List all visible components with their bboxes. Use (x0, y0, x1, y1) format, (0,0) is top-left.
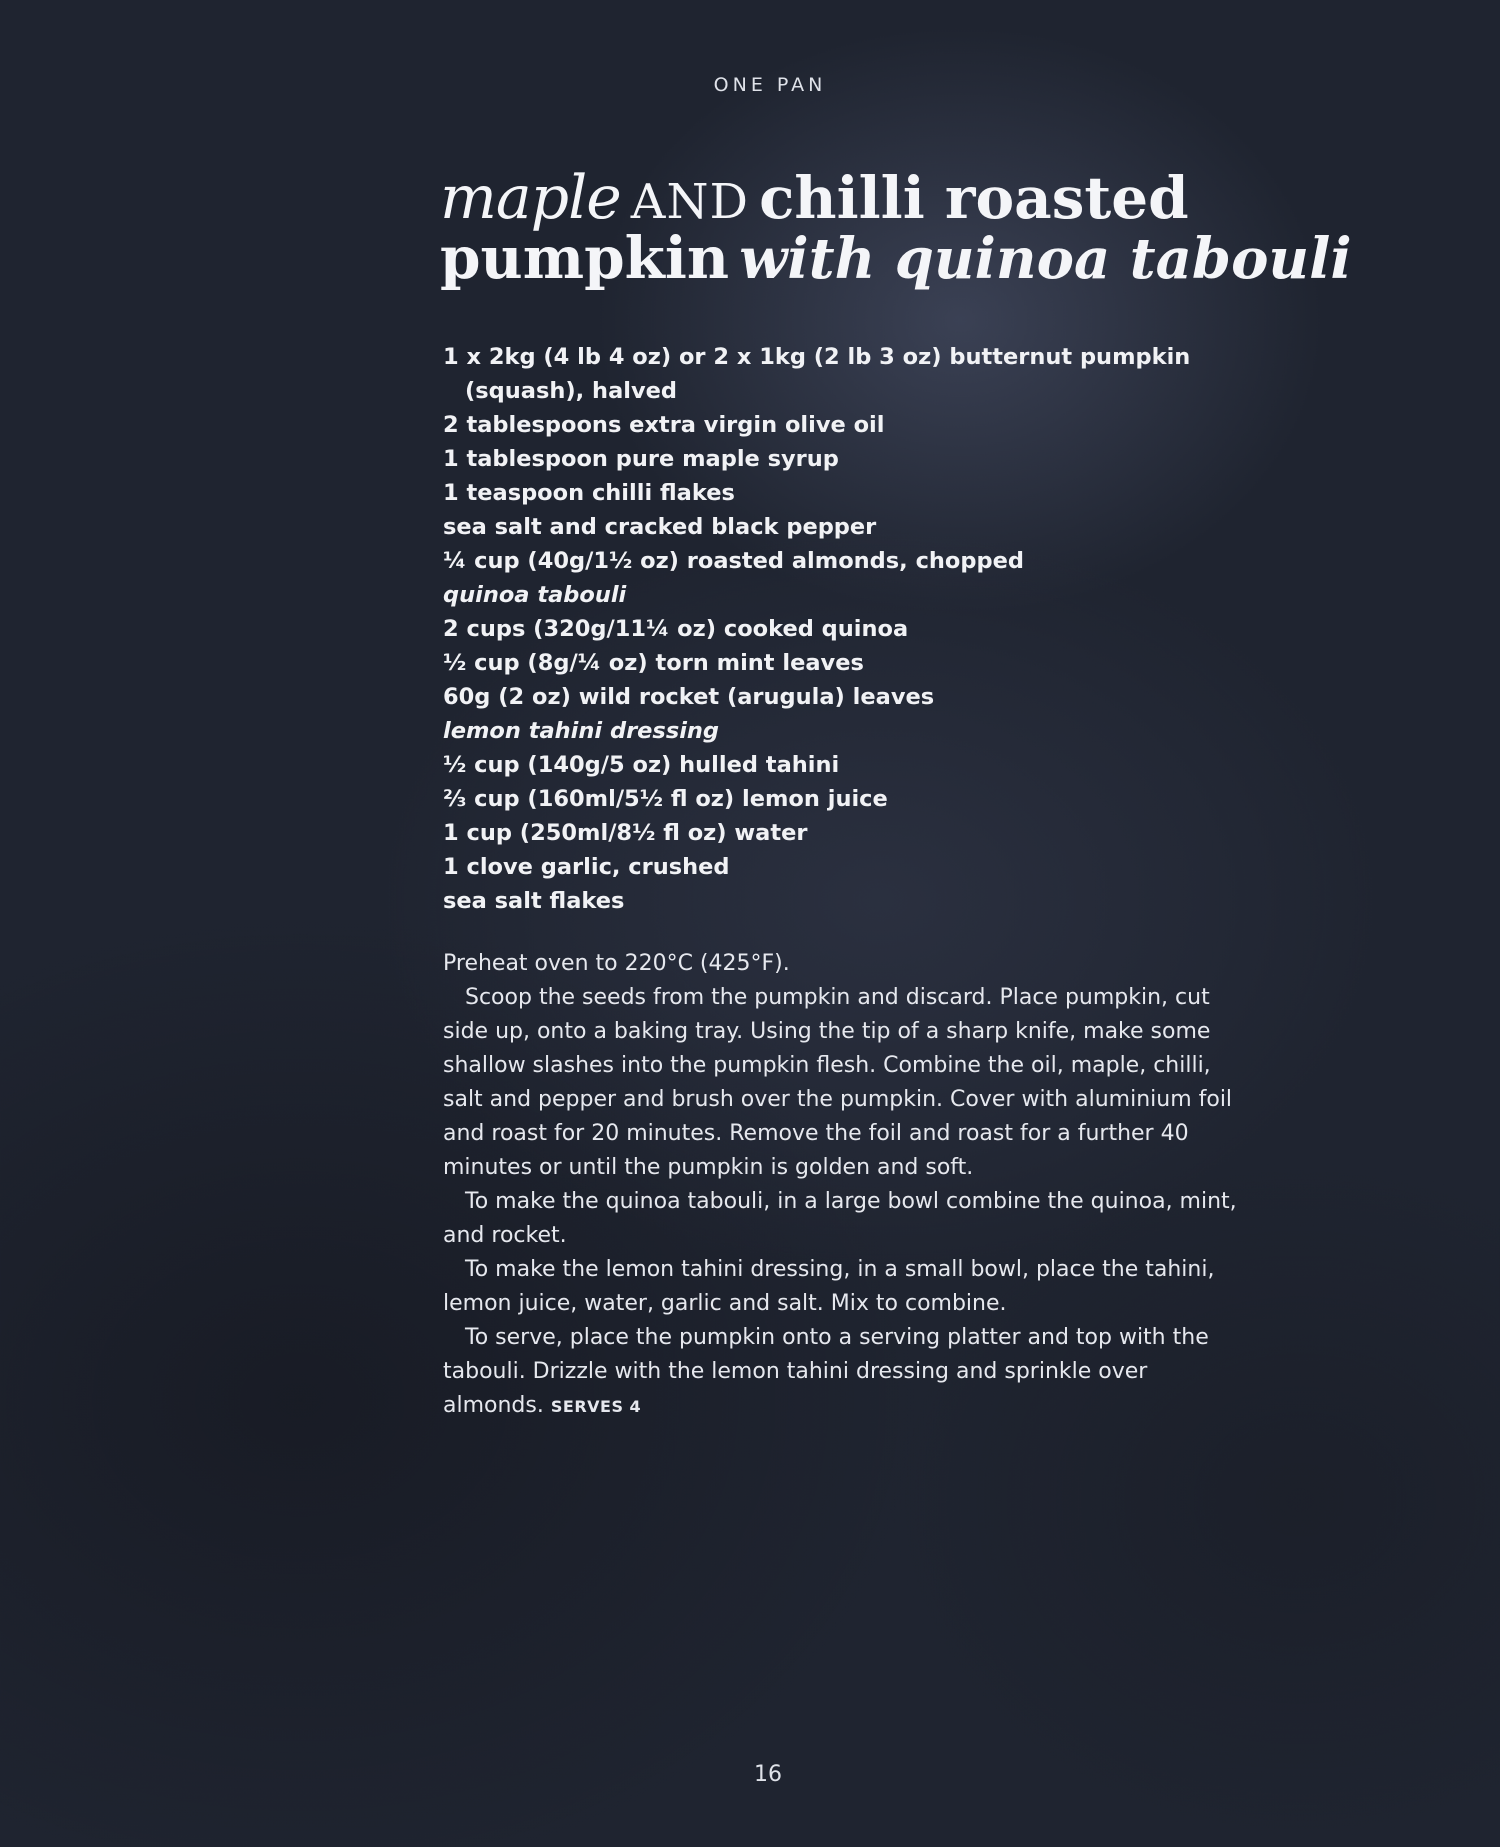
title-and-word: AND (630, 174, 749, 230)
ingredient-item: 1 x 2kg (4 lb 4 oz) or 2 x 1kg (2 lb 3 oz) butternut pumpkin (squash), halved (443, 344, 1191, 404)
recipe-title (440, 163, 1440, 293)
method-step-last (443, 1321, 1243, 1424)
title-line-2 (440, 224, 1440, 293)
method-step: To make the quinoa tabouli, in a large bowl combine the quinoa, mint, and rocket. (443, 1189, 1237, 1248)
ingredient-subheading: quinoa tabouli (443, 582, 627, 608)
ingredient-item: ½ cup (140g/5 oz) hulled tahini (443, 752, 840, 778)
ingredient-item: 1 cup (250ml/8½ fl oz) water (443, 820, 808, 846)
ingredient-item: ½ cup (8g/¼ oz) torn mint leaves (443, 650, 864, 676)
method-step: To serve, place the pumpkin onto a serving platter and top with the tabouli. Drizzle with the lemon tahini dressing and sprinkle over almonds. (443, 1325, 1209, 1418)
ingredient-item: 1 teaspoon chilli flakes (443, 480, 735, 506)
ingredient-item: 1 clove garlic, crushed (443, 854, 730, 880)
method-step: Preheat oven to 220°C (425°F). (443, 951, 790, 976)
ingredient-item: sea salt flakes (443, 888, 625, 914)
page-number: 16 (754, 1762, 782, 1787)
ingredient-item: ¼ cup (40g/1½ oz) roasted almonds, chopped (443, 548, 1024, 574)
title-line2-main: pumpkin (440, 224, 730, 293)
ingredient-item: sea salt and cracked black pepper (443, 514, 877, 540)
section-label: ONE PAN (713, 74, 827, 96)
ingredient-item: 1 tablespoon pure maple syrup (443, 446, 839, 472)
title-line1-rest: chilli roasted (759, 164, 1189, 232)
method-step: To make the lemon tahini dressing, in a small bowl, place the tahini, lemon juice, water, garlic and salt. Mix to combine. (443, 1257, 1215, 1316)
ingredient-list (443, 340, 1263, 918)
method-text (443, 947, 1243, 1424)
title-line2-italic: with quinoa tabouli (739, 226, 1352, 293)
ingredient-item: 2 cups (320g/11¼ oz) cooked quinoa (443, 616, 909, 642)
title-script-word: maple (440, 163, 621, 233)
ingredient-item: 2 tablespoons extra virgin olive oil (443, 412, 885, 438)
ingredient-item: ⅔ cup (160ml/5½ fl oz) lemon juice (443, 786, 888, 812)
method-step: Scoop the seeds from the pumpkin and discard. Place pumpkin, cut side up, onto a baking tray. Using the tip of a sharp knife, make some shallow slashes into the pumpkin flesh. Combine the oil, maple, chilli, salt and pepper and brush over the pumpkin. Cover with aluminium foil and roast for 20 minutes. Remove the foil and roast for a further 40 minutes or until the pumpkin is golden and soft. (443, 985, 1233, 1180)
serves-label: SERVES 4 (550, 1397, 642, 1416)
ingredient-item: 60g (2 oz) wild rocket (arugula) leaves (443, 684, 935, 710)
ingredient-subheading: lemon tahini dressing (443, 718, 720, 744)
title-line-1 (440, 163, 1440, 233)
